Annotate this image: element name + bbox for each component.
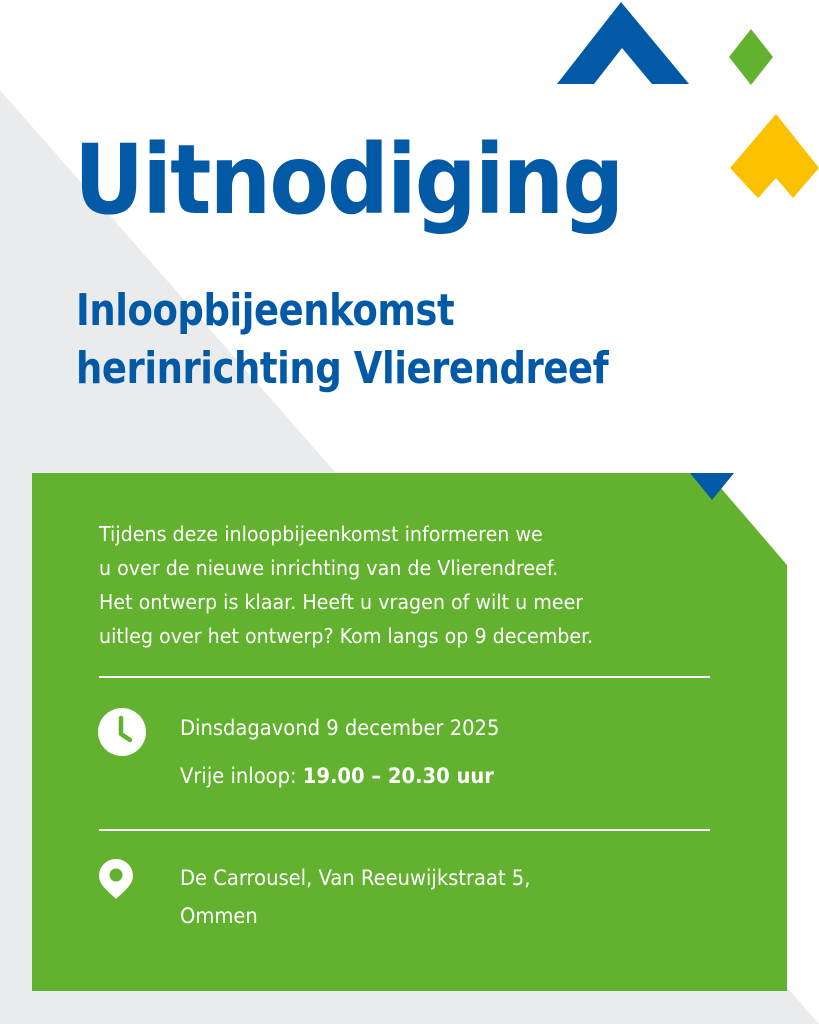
intro-line: uitleg over het ontwerp? Kom langs op 9 december. xyxy=(99,624,594,648)
yellow-chevron-shape xyxy=(730,114,819,198)
green-diamond-shape xyxy=(729,29,773,85)
subtitle-line-2: herinrichting Vlierendreef xyxy=(76,343,609,394)
blue-chevron-shape xyxy=(557,2,689,84)
intro-paragraph xyxy=(99,517,657,653)
clock-icon xyxy=(97,707,147,757)
divider-top xyxy=(99,676,710,678)
intro-line: Tijdens deze inloopbijeenkomst informeren we xyxy=(99,522,543,546)
location-line-1: De Carrousel, Van Reeuwijkstraat 5, xyxy=(180,866,531,890)
time-value: 19.00 – 20.30 uur xyxy=(302,764,494,788)
event-date: Dinsdagavond 9 december 2025 xyxy=(180,716,500,740)
location-line-2: Ommen xyxy=(180,904,258,928)
intro-line: u over de nieuwe inrichting van de Vlierendreef. xyxy=(99,556,559,580)
event-time xyxy=(180,762,494,790)
info-panel xyxy=(32,473,787,991)
page-title: Uitnodiging xyxy=(74,124,623,236)
location-pin-icon xyxy=(98,858,134,900)
page-subtitle xyxy=(76,282,608,398)
intro-line: Het ontwerp is klaar. Heeft u vragen of wilt u meer xyxy=(99,590,584,614)
time-label: Vrije inloop: xyxy=(180,764,303,788)
subtitle-line-1: Inloopbijeenkomst xyxy=(76,285,455,336)
divider-bottom xyxy=(99,829,710,831)
